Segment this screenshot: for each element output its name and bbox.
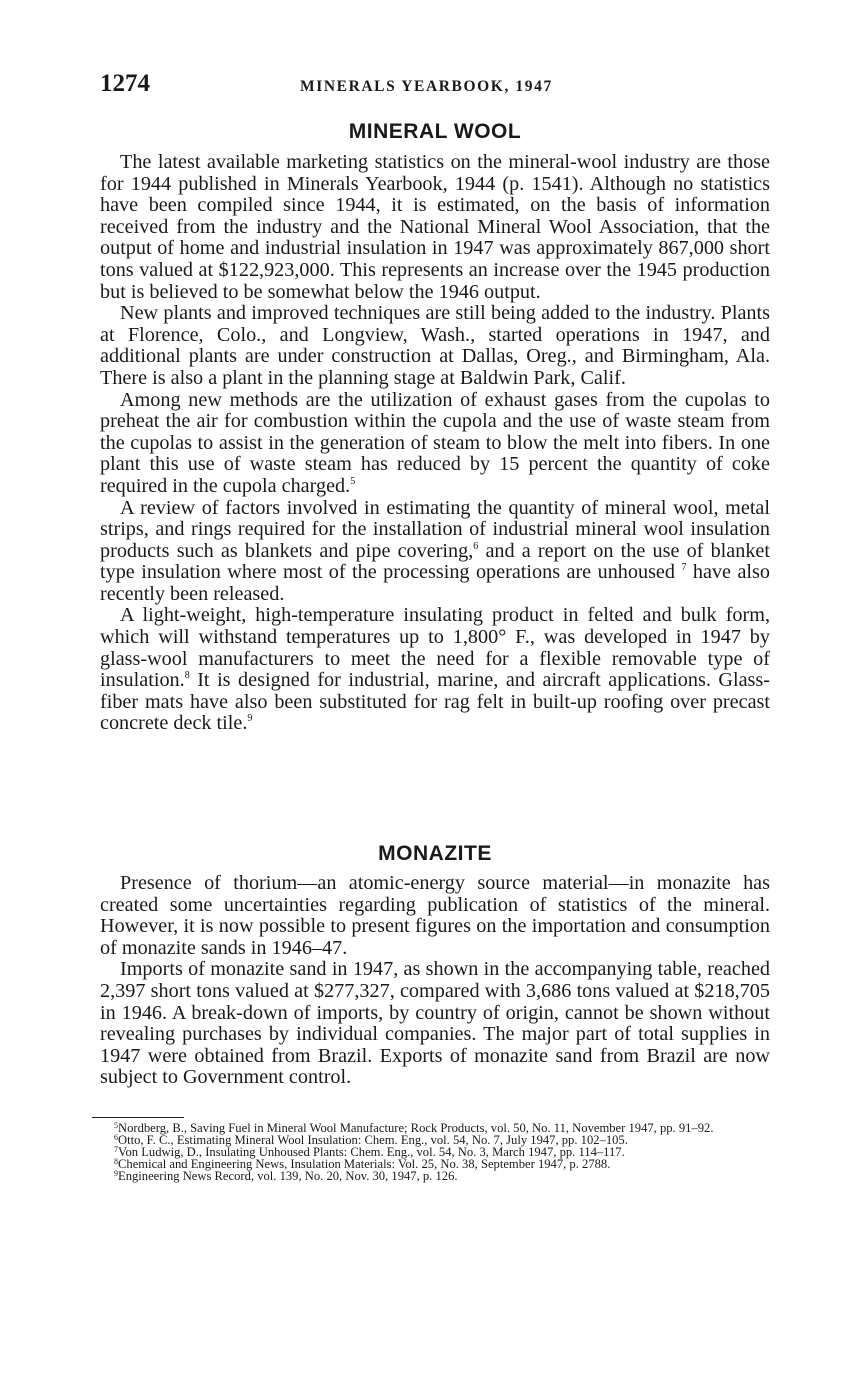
paragraph: [100, 303, 770, 389]
footnote-number: 6: [114, 1132, 118, 1142]
paragraph-text: and a report on the use of blanket type insulation where most of the processing operations are unhoused: [100, 539, 770, 584]
footnote-divider: [92, 1117, 184, 1118]
paragraph: [100, 152, 770, 303]
page-number: 1274: [100, 70, 150, 97]
footnote-text: Nordberg, B., Saving Fuel in Mineral Wool Manufacture; Rock Products, vol. 50, No. 11, November 1947, pp. 91–92.: [118, 1121, 714, 1135]
footnote-ref[interactable]: 5: [350, 475, 356, 487]
paragraph-text: It is designed for industrial, marine, and aircraft applications. Glass-fiber mats have also been substituted for rag felt in built-up roofing over precast concrete deck tile.: [100, 669, 770, 735]
running-header: [100, 70, 770, 100]
footnote-ref[interactable]: 9: [247, 713, 253, 725]
paragraph-text: New plants and improved techniques are still being added to the industry. Plants at Florence, Colo., and Longview, Wash., started operations in 1947, and additional plants are under construction at Dallas, Oreg., and Birmingham, Ala. There is also a plant in the planning stage at Baldwin Park, Calif.: [100, 302, 770, 389]
footnote-number: 9: [114, 1168, 118, 1178]
footnote-text: Engineering News Record, vol. 139, No. 20, Nov. 30, 1947, p. 126.: [118, 1168, 458, 1183]
footnote-number: 7: [114, 1144, 118, 1154]
running-title: MINERALS YEARBOOK, 1947: [300, 78, 553, 95]
paragraph: Presence of thorium—an atomic-energy source material—in monazite has created some uncertainties regarding publication of statistics of the mineral. However, it is now possible to present figures on the importation and consumption of monazite sands in 1946–47.: [100, 872, 770, 959]
footnote-text: Von Ludwig, D., Insulating Unhoused Plants: Chem. Eng., vol. 54, No. 3, March 1947, pp. 114–117.: [118, 1144, 625, 1159]
paragraph-text: have also recently been released.: [100, 561, 770, 605]
footnote-number: 5: [114, 1121, 118, 1130]
paragraph: Imports of monazite sand in 1947, as shown in the accompanying table, reached 2,397 short tons valued at $277,327, compared with 3,686 tons valued at $218,705 in 1946. A break-down of imports, by country of origin, cannot be shown without revealing purchases by individual companies. The major part of total supplies in 1947 were obtained from Brazil. Exports of monazite sand from Brazil are now subject to Government control.: [100, 958, 770, 1089]
footnote-ref[interactable]: 6: [473, 540, 479, 552]
footnotes: [100, 1123, 770, 1183]
paragraph-text: A review of factors involved in estimating the quantity of mineral wool, metal strips, and rings required for the installation of industrial mineral wool insulation products such as blankets and pipe covering,: [100, 496, 770, 562]
section-heading-monazite: MONAZITE: [378, 842, 492, 865]
section-heading-mineral-wool: MINERAL WOOL: [348, 120, 522, 143]
paragraph-text: A light-weight, high-temperature insulating product in felted and bulk form, which will withstand temperatures up to 1,800° F., was developed in 1947 by glass-wool manufacturers to meet the need for a flexible removable type of insulation.: [100, 604, 770, 692]
footnote-text: Chemical and Engineering News, Insulation Materials: Vol. 25, No. 38, September 1947, p. 2788.: [118, 1156, 611, 1171]
paragraph-text: The latest available marketing statistics on the mineral-wool industry are those for 1944 published in Minerals Yearbook, 1944 (p. 1541). Although no statistics have been compiled since 1944, it is estimated, on the basis of information received from the industry and the National Mineral Wool Association, that the output of home and industrial insulation in 1947 was approximately 867,000 short tons valued at $122,923,000. This represents an increase over the 1945 production but is believed to be somewhat below the 1946 output.: [100, 151, 770, 303]
monazite-section: [100, 873, 770, 1089]
footnote-ref[interactable]: 7: [681, 562, 687, 574]
footnote: [100, 1168, 770, 1183]
paragraph-text: Among new methods are the utilization of exhaust gases from the cupolas to preheat the air for combustion within the cupola and the use of waste steam from the cupolas to assist in the generation of steam to blow the melt into fibers. In one plant this use of waste steam has reduced by 15 percent the quantity of coke required in the cupola charged.: [100, 388, 770, 497]
footnote-number: 8: [114, 1156, 118, 1166]
footnote-ref[interactable]: 8: [184, 670, 190, 682]
paragraph: [100, 605, 770, 735]
mineral-wool-section: [100, 152, 770, 735]
paragraph: [100, 390, 770, 498]
footnote-text: Otto, F. C., Estimating Mineral Wool Insulation: Chem. Eng., vol. 54, No. 7, July 1947, pp. 102–105.: [118, 1132, 628, 1147]
paragraph: [100, 498, 770, 606]
